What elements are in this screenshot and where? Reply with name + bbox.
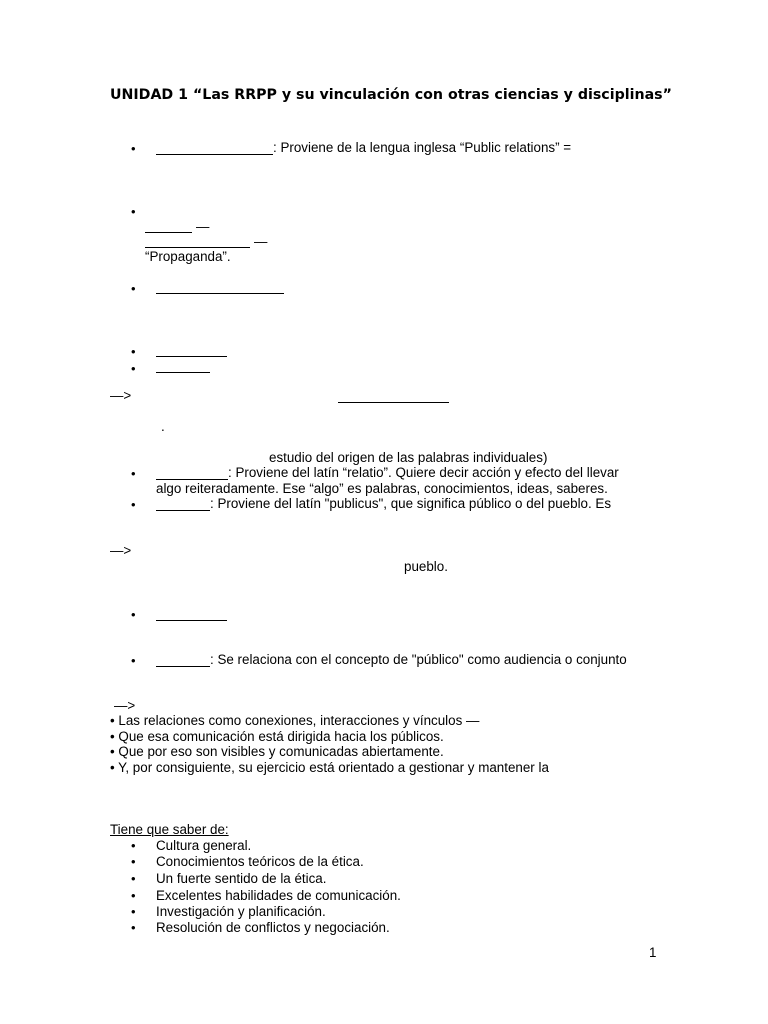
etymology-text: estudio del origen de las palabras individuales) xyxy=(269,450,548,465)
relations-line: • Que esa comunicación está dirigida hacia los públicos. xyxy=(110,729,444,744)
blank-line xyxy=(145,232,192,233)
publicus-definition: : Proviene del latín "publicus", que significa público o del pueblo. Es xyxy=(210,496,612,511)
blank-line xyxy=(156,620,227,621)
bullet: • xyxy=(131,871,136,886)
propaganda-text: “Propaganda”. xyxy=(145,249,231,264)
relations-line: • Y, por consiguiente, su ejercicio está orientado a gestionar y mantener la xyxy=(110,760,549,775)
skills-heading: Tiene que saber de: xyxy=(110,822,229,837)
bullet: • xyxy=(131,281,136,296)
public-relations-definition: : Proviene de la lengua inglesa “Public relations” = xyxy=(273,140,572,155)
bullet: • xyxy=(131,854,136,869)
relations-line: • Las relaciones como conexiones, interacciones y vínculos — xyxy=(110,713,480,728)
blank-line xyxy=(156,356,227,357)
bullet: • xyxy=(131,888,136,903)
bullet: • xyxy=(131,204,136,219)
blank-line xyxy=(156,372,210,373)
blank-line xyxy=(338,402,449,403)
bullet: • xyxy=(131,653,136,668)
pueblo-text: pueblo. xyxy=(404,559,448,574)
dash-text: — xyxy=(254,234,268,249)
skill-item: Excelentes habilidades de comunicación. xyxy=(156,888,401,903)
skill-item: Resolución de conflictos y negociación. xyxy=(156,920,390,935)
dash-text: — xyxy=(196,219,210,234)
bullet: • xyxy=(131,838,136,853)
blank-line xyxy=(156,154,273,155)
bullet: • xyxy=(131,497,136,512)
blank-line xyxy=(156,479,228,480)
bullet: • xyxy=(131,361,136,376)
arrow-text: —> xyxy=(110,388,132,403)
skill-item: Investigación y planificación. xyxy=(156,904,326,919)
relations-line: • Que por eso son visibles y comunicadas abiertamente. xyxy=(110,744,444,759)
relatio-definition: : Proviene del latín “relatio”. Quiere decir acción y efecto del llevar xyxy=(228,465,619,480)
arrow-text: —> xyxy=(110,543,132,558)
bullet: • xyxy=(131,466,136,481)
skill-item: Un fuerte sentido de la ética. xyxy=(156,871,327,886)
dot-text: . xyxy=(161,419,165,434)
blank-line xyxy=(156,510,210,511)
bullet: • xyxy=(131,904,136,919)
bullet: • xyxy=(131,920,136,935)
bullet: • xyxy=(131,607,136,622)
page-title: UNIDAD 1 “Las RRPP y su vinculación con otras ciencias y disciplinas” xyxy=(110,87,672,103)
page-number: 1 xyxy=(649,945,657,960)
skill-item: Cultura general. xyxy=(156,838,252,853)
relatio-definition-cont: algo reiteradamente. Ese “algo” es palabras, conocimientos, ideas, saberes. xyxy=(156,481,608,496)
blank-line xyxy=(156,666,210,667)
skill-item: Conocimientos teóricos de la ética. xyxy=(156,854,364,869)
bullet: • xyxy=(131,344,136,359)
arrow-text: —> xyxy=(114,698,136,713)
publico-definition: : Se relaciona con el concepto de "público" como audiencia o conjunto xyxy=(210,652,627,667)
blank-line xyxy=(156,293,284,294)
blank-line xyxy=(145,247,250,248)
bullet: • xyxy=(131,141,136,156)
